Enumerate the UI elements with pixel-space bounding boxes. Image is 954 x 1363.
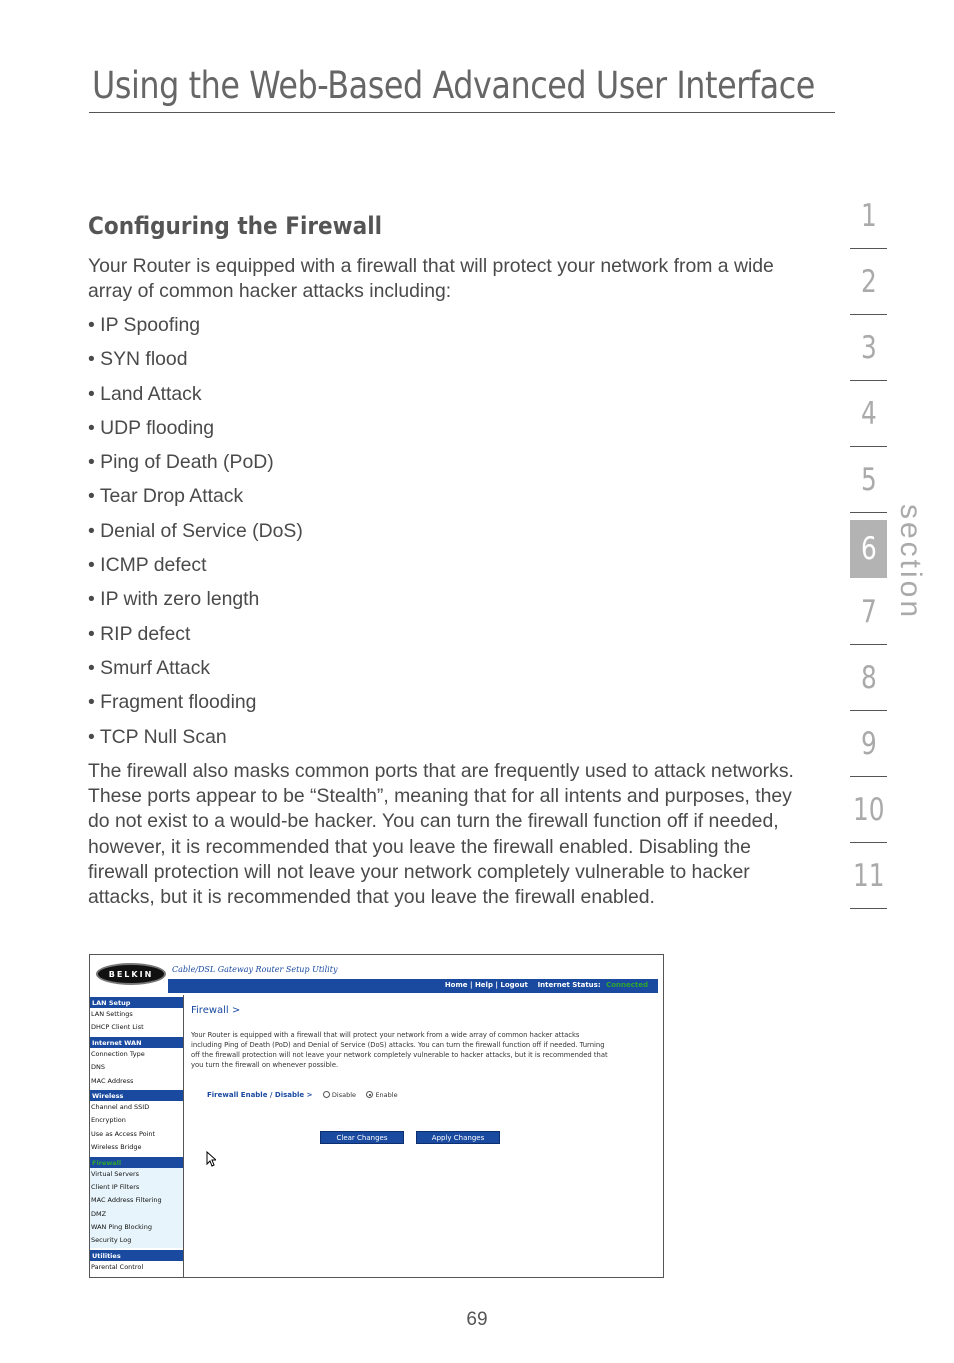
nav-header-wireless[interactable]: Wireless <box>90 1090 183 1101</box>
section-tab-8[interactable]: 8 <box>850 645 887 711</box>
firewall-page-title: Firewall > <box>191 1005 241 1016</box>
router-sidebar <box>90 995 184 1278</box>
list-item: • ICMP defect <box>88 554 207 577</box>
nav-item-parental-control[interactable]: Parental Control <box>90 1261 183 1274</box>
nav-item-dhcp-client-list[interactable]: DHCP Client List <box>90 1021 183 1034</box>
page-header-title: Using the Web-Based Advanced User Interface <box>92 64 815 107</box>
list-item: • RIP defect <box>88 622 191 645</box>
list-item: • UDP flooding <box>88 416 215 439</box>
mouse-pointer-icon <box>206 1151 216 1167</box>
section-tab-2[interactable]: 2 <box>850 249 887 315</box>
router-main-panel <box>184 995 663 1278</box>
list-item: • Tear Drop Attack <box>88 485 244 508</box>
section-tab-11[interactable]: 11 <box>850 843 887 909</box>
section-tabs <box>850 183 887 909</box>
enable-radio[interactable] <box>366 1091 373 1098</box>
body-paragraph: The firewall also masks common ports that are frequently used to attack networks. These ports appear to be “Stealth”, meaning that for all intents and purposes, they do not exist to a would-be hacker. You can turn the firewall function off if needed, however, it is recommended that you leave the firewall enabled. Disabling the firewall protection will not leave your network completely vulnerable to hacker attacks, but it is recommended that you leave the firewall enabled. <box>88 760 794 909</box>
nav-header-utilities[interactable]: Utilities <box>90 1250 183 1261</box>
section-label: section <box>894 504 927 621</box>
section-tab-7[interactable]: 7 <box>850 579 887 645</box>
nav-item-channel-ssid[interactable]: Channel and SSID <box>90 1101 183 1114</box>
nav-item-access-point[interactable]: Use as Access Point <box>90 1128 183 1141</box>
section-tab-9[interactable]: 9 <box>850 711 887 777</box>
nav-item-virtual-servers[interactable]: Virtual Servers <box>91 1169 140 1178</box>
router-ui-screenshot <box>89 954 664 1278</box>
intro-paragraph: Your Router is equipped with a firewall that will protect your network from a wide array of common hacker attacks including: <box>88 255 774 302</box>
header-divider <box>89 112 835 113</box>
nav-item-mac-address[interactable]: MAC Address <box>90 1075 183 1088</box>
firewall-toggle-label: Firewall Enable / Disable > <box>207 1091 313 1099</box>
section-tab-10[interactable]: 10 <box>850 777 887 843</box>
list-item: • TCP Null Scan <box>88 725 227 748</box>
nav-item-dns[interactable]: DNS <box>90 1061 183 1074</box>
top-nav-links[interactable]: Home | Help | Logout <box>444 981 528 989</box>
nav-item-wan-ping-blocking[interactable]: WAN Ping Blocking <box>91 1223 152 1232</box>
list-item: • IP with zero length <box>88 588 260 611</box>
apply-changes-button[interactable]: Apply Changes <box>416 1131 500 1144</box>
belkin-logo: BELKIN <box>96 963 166 985</box>
internet-status-value: Connected <box>606 981 648 989</box>
nav-item-wireless-bridge[interactable]: Wireless Bridge <box>90 1141 183 1154</box>
section-tab-4[interactable]: 4 <box>850 381 887 447</box>
section-tab-6-active[interactable]: 6 <box>850 520 887 578</box>
nav-item-client-ip-filters[interactable]: Client IP Filters <box>91 1182 140 1191</box>
router-header <box>90 955 663 995</box>
page-number: 69 <box>466 1309 488 1330</box>
list-item: • Denial of Service (DoS) <box>88 519 303 542</box>
nav-header-internet-wan[interactable]: Internet WAN <box>90 1037 183 1048</box>
internet-status-label: Internet Status: <box>537 981 601 989</box>
utility-title: Cable/DSL Gateway Router Setup Utility <box>172 965 338 974</box>
nav-item-mac-filtering[interactable]: MAC Address Filtering <box>91 1196 162 1205</box>
enable-radio-label: Enable <box>375 1091 398 1099</box>
firewall-submenu <box>90 1168 183 1248</box>
disable-radio-label: Disable <box>331 1091 357 1099</box>
clear-changes-button[interactable]: Clear Changes <box>320 1131 404 1144</box>
nav-item-dmz[interactable]: DMZ <box>91 1209 107 1218</box>
section-title: Configuring the Firewall <box>88 212 383 240</box>
section-tab-1[interactable]: 1 <box>850 183 887 249</box>
list-item: • Land Attack <box>88 382 202 405</box>
nav-header-firewall[interactable]: Firewall <box>90 1157 183 1168</box>
nav-item-connection-type[interactable]: Connection Type <box>90 1048 183 1061</box>
firewall-description: Your Router is equipped with a firewall that will protect your network from a wide array of common hacker attacks including Ping of Death (PoD) and Denial of Service (DoS) attacks. You can turn the firewall function off if needed. Turning off the firewall protection will not leave your network completely vulnerable to hacker attacks, but it is recommended that you turn the firewall on whenever possible. <box>191 1031 608 1069</box>
nav-item-encryption[interactable]: Encryption <box>90 1114 183 1127</box>
disable-radio[interactable] <box>323 1091 330 1098</box>
section-tab-5[interactable]: 5 <box>850 447 887 513</box>
nav-item-security-log[interactable]: Security Log <box>91 1236 132 1245</box>
firewall-toggle-row <box>207 1091 398 1099</box>
nav-item-lan-settings[interactable]: LAN Settings <box>90 1008 183 1021</box>
list-item: • Smurf Attack <box>88 656 211 679</box>
nav-header-lan-setup[interactable]: LAN Setup <box>90 997 183 1008</box>
section-tab-3[interactable]: 3 <box>850 315 887 381</box>
list-item: • Fragment flooding <box>88 691 257 714</box>
attack-list <box>88 312 303 758</box>
list-item: • Ping of Death (PoD) <box>88 451 274 474</box>
list-item: • SYN flood <box>88 348 188 371</box>
list-item: • IP Spoofing <box>88 314 201 336</box>
router-topbar <box>168 979 658 993</box>
